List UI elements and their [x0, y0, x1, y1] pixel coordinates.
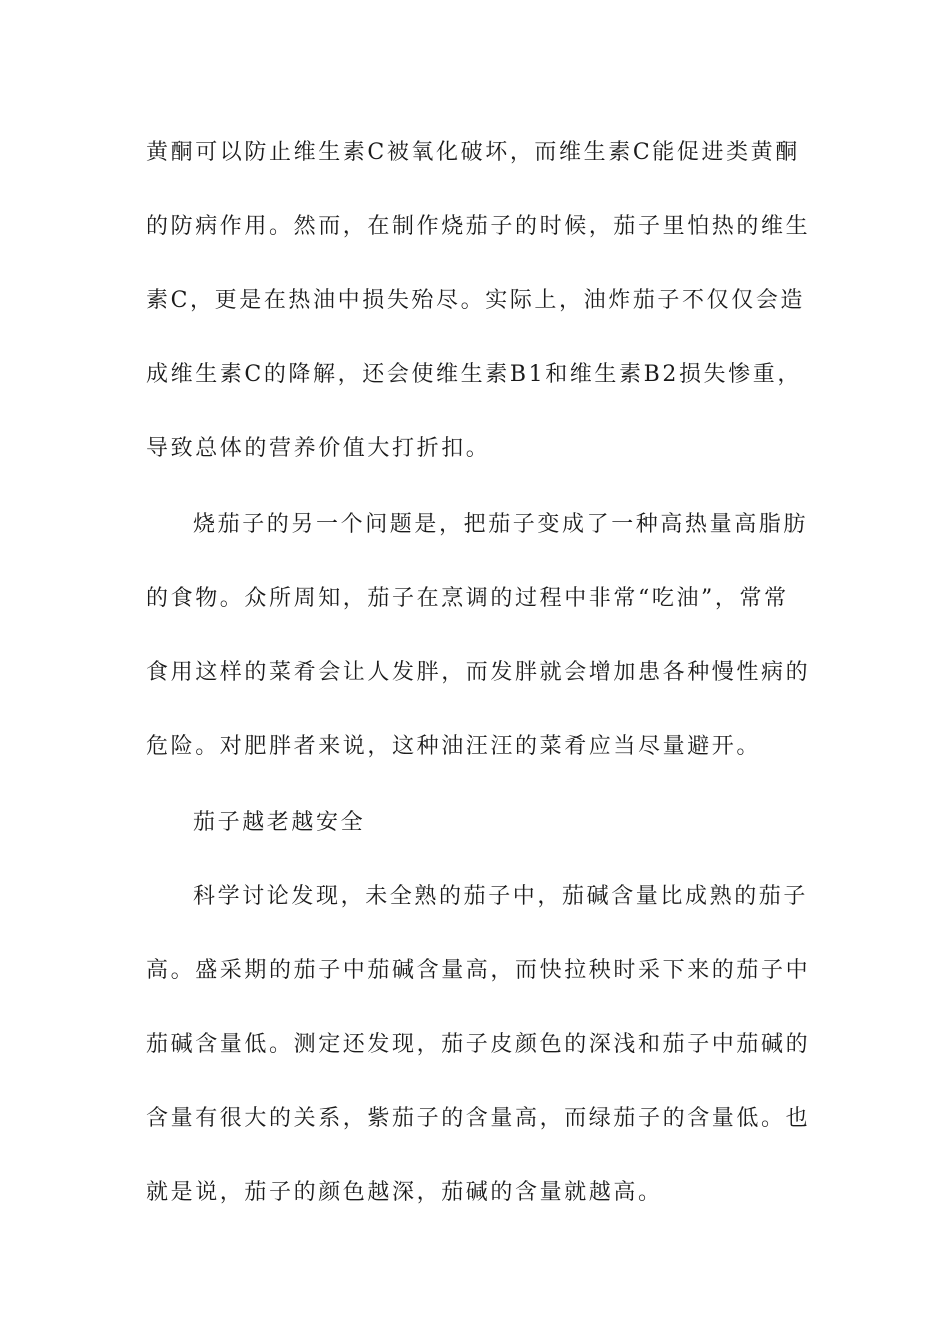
paragraph-line: 食用这样的菜肴会让人发胖，而发胖就会增加患各种慢性病的 [146, 660, 811, 685]
paragraph-line: 的食物。众所周知，茄子在烹调的过程中非常“吃油”，常常 [146, 586, 789, 611]
paragraph-line: 导致总体的营养价值大打折扣。 [146, 436, 491, 461]
paragraph-line: 科学讨论发现，未全熟的茄子中，茄碱含量比成熟的茄子 [193, 884, 809, 909]
paragraph-line: 就是说，茄子的颜色越深，茄碱的含量就越高。 [146, 1180, 663, 1205]
paragraph-line: 黄酮可以防止维生素C被氧化破坏，而维生素C能促进类黄酮 [146, 140, 800, 165]
paragraph-line: 烧茄子的另一个问题是，把茄子变成了一种高热量高脂肪 [193, 512, 809, 537]
paragraph-line: 含量有很大的关系，紫茄子的含量高，而绿茄子的含量低。也 [146, 1106, 811, 1131]
section-heading: 茄子越老越安全 [193, 810, 366, 835]
paragraph-line: 的防病作用。然而，在制作烧茄子的时候，茄子里怕热的维生 [146, 214, 811, 239]
paragraph-line: 茄碱含量低。测定还发现，茄子皮颜色的深浅和茄子中茄碱的 [146, 1032, 811, 1057]
paragraph-line: 成维生素C的降解，还会使维生素B1和维生素B2损失惨重， [146, 362, 802, 387]
paragraph-line: 高。盛采期的茄子中茄碱含量高，而快拉秧时采下来的茄子中 [146, 958, 811, 983]
paragraph-line: 素C，更是在热油中损失殆尽。实际上，油炸茄子不仅仅会造 [146, 288, 806, 313]
paragraph-line: 危险。对肥胖者来说，这种油汪汪的菜肴应当尽量避开。 [146, 734, 762, 759]
